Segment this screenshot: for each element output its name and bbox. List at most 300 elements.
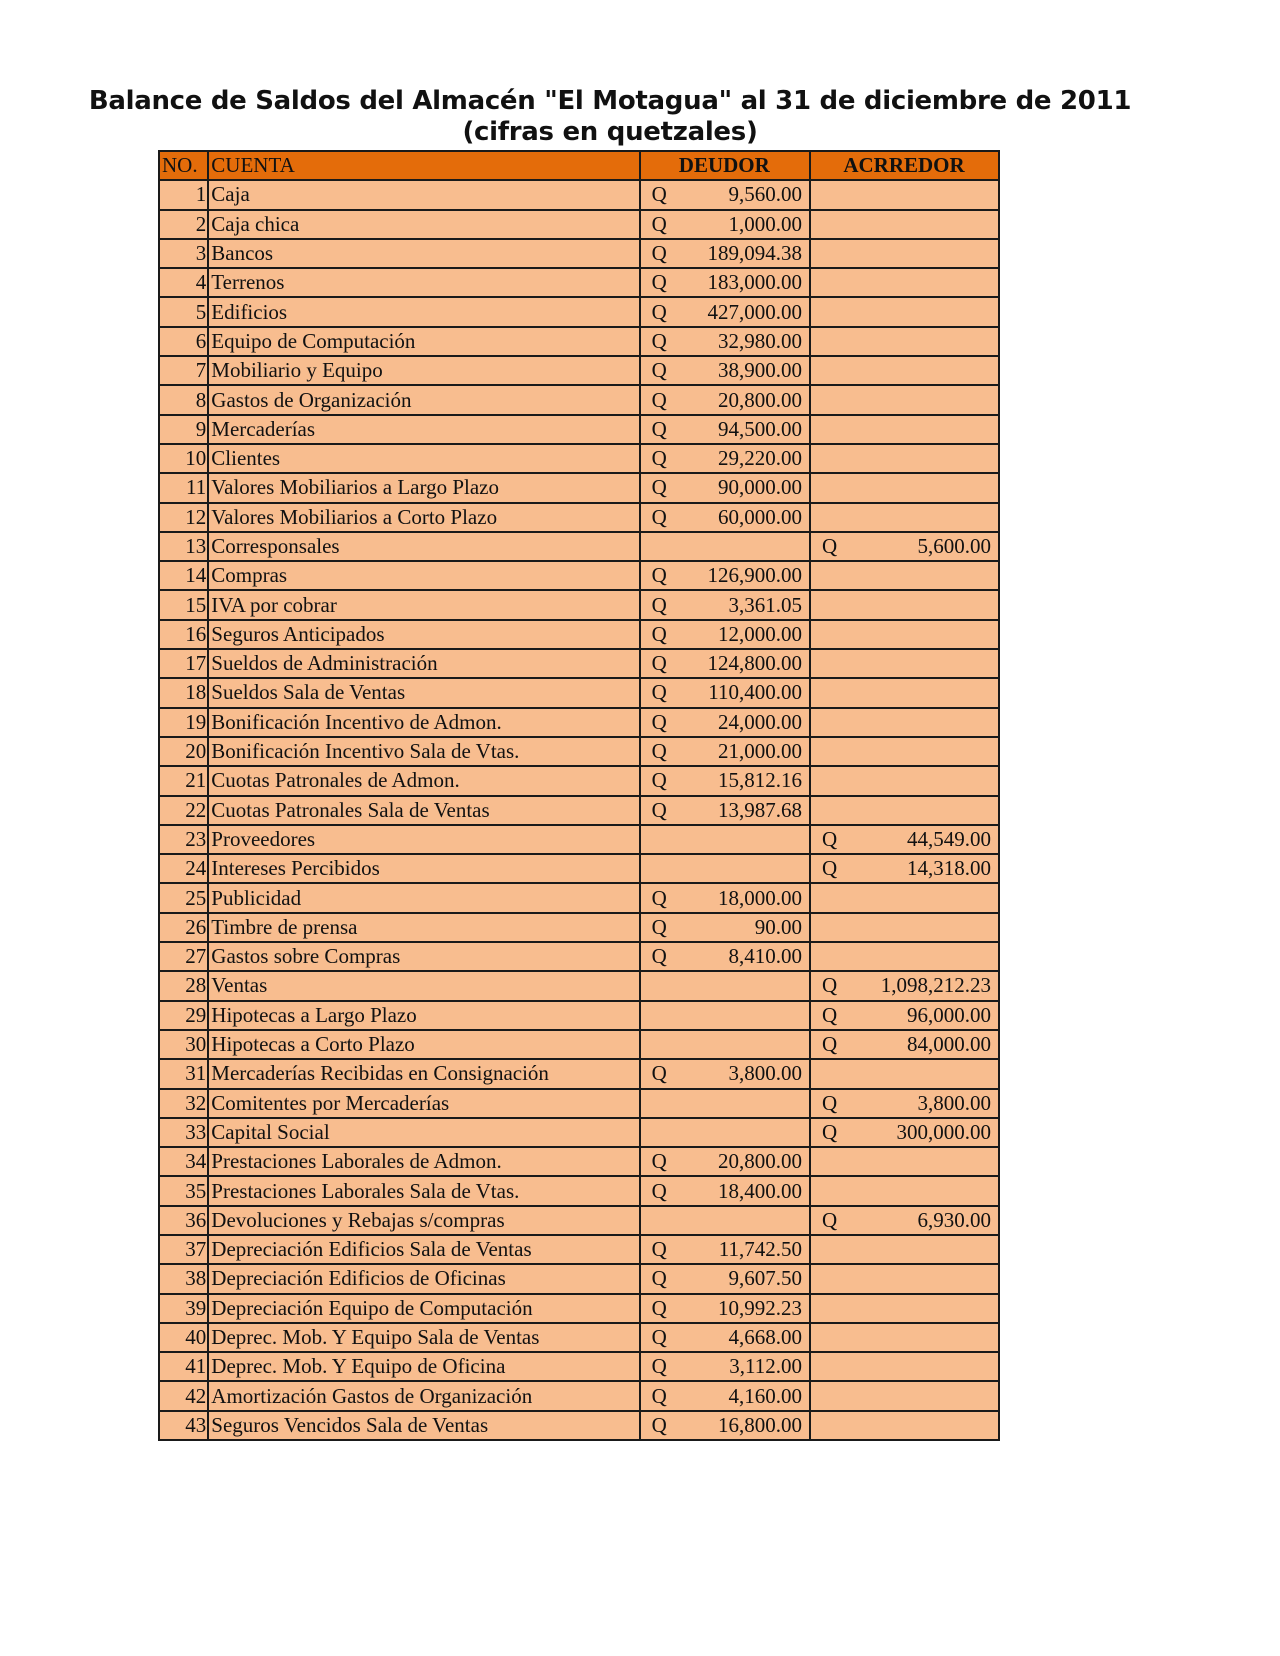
acreedor-amount <box>814 826 995 853</box>
currency-symbol: Q <box>651 299 667 324</box>
currency-symbol: Q <box>651 1149 667 1174</box>
deudor-amount <box>644 650 806 677</box>
deudor-cell <box>640 766 810 795</box>
deudor-cell <box>640 1352 810 1381</box>
currency-symbol: Q <box>822 1090 838 1115</box>
deudor-amount <box>644 679 806 706</box>
row-number: 34 <box>159 1147 208 1176</box>
table-row <box>159 1411 999 1440</box>
deudor-value: 110,400.00 <box>708 680 803 705</box>
acreedor-cell <box>810 356 999 385</box>
row-number: 23 <box>159 825 208 854</box>
currency-symbol: Q <box>822 973 838 998</box>
deudor-amount <box>644 885 806 912</box>
deudor-cell <box>640 180 810 209</box>
row-number: 29 <box>159 1001 208 1030</box>
acreedor-cell <box>810 766 999 795</box>
account-name: Prestaciones Laborales de Admon. <box>208 1147 639 1176</box>
table-row <box>159 1147 999 1176</box>
currency-symbol: Q <box>651 446 667 471</box>
table-row <box>159 385 999 414</box>
deudor-amount <box>644 1295 806 1322</box>
deudor-amount <box>644 914 806 941</box>
acreedor-value: 44,549.00 <box>907 826 991 851</box>
deudor-amount <box>644 1148 806 1175</box>
acreedor-cell <box>810 1411 999 1440</box>
row-number: 13 <box>159 532 208 561</box>
deudor-amount <box>644 357 806 384</box>
row-number: 35 <box>159 1176 208 1205</box>
acreedor-cell <box>810 1089 999 1118</box>
deudor-cell <box>640 854 810 883</box>
currency-symbol: Q <box>651 504 667 529</box>
currency-symbol: Q <box>651 241 667 266</box>
deudor-amount <box>644 1412 806 1439</box>
account-name: Deprec. Mob. Y Equipo Sala de Ventas <box>208 1323 639 1352</box>
acreedor-cell <box>810 180 999 209</box>
acreedor-cell <box>810 1264 999 1293</box>
acreedor-value: 300,000.00 <box>896 1119 991 1144</box>
deudor-cell <box>640 268 810 297</box>
row-number: 39 <box>159 1294 208 1323</box>
deudor-amount <box>644 797 806 824</box>
acreedor-cell <box>810 503 999 532</box>
row-number: 37 <box>159 1235 208 1264</box>
acreedor-cell <box>810 415 999 444</box>
deudor-cell <box>640 561 810 590</box>
deudor-value: 24,000.00 <box>718 709 803 734</box>
deudor-amount <box>644 445 806 472</box>
currency-symbol: Q <box>651 1295 667 1320</box>
deudor-amount <box>644 181 806 208</box>
acreedor-cell <box>810 532 999 561</box>
deudor-value: 10,992.23 <box>718 1295 803 1320</box>
account-name: Sueldos de Administración <box>208 649 639 678</box>
currency-symbol: Q <box>651 592 667 617</box>
deudor-value: 21,000.00 <box>718 739 803 764</box>
currency-symbol: Q <box>651 182 667 207</box>
table-row <box>159 1059 999 1088</box>
acreedor-value: 14,318.00 <box>907 856 991 881</box>
deudor-cell <box>640 444 810 473</box>
acreedor-cell <box>810 649 999 678</box>
acreedor-cell <box>810 854 999 883</box>
acreedor-value: 84,000.00 <box>907 1032 991 1057</box>
account-name: Prestaciones Laborales Sala de Vtas. <box>208 1176 639 1205</box>
column-header-deudor: DEUDOR <box>640 151 810 180</box>
deudor-cell <box>640 1264 810 1293</box>
deudor-amount <box>644 1060 806 1087</box>
table-row <box>159 1001 999 1030</box>
table-row <box>159 210 999 239</box>
deudor-cell <box>640 1381 810 1410</box>
table-row <box>159 1118 999 1147</box>
deudor-cell <box>640 1089 810 1118</box>
row-number: 32 <box>159 1089 208 1118</box>
deudor-amount <box>644 240 806 267</box>
page-subtitle: (cifras en quetzales) <box>462 117 758 147</box>
table-row <box>159 1206 999 1235</box>
row-number: 15 <box>159 590 208 619</box>
account-name: Sueldos Sala de Ventas <box>208 678 639 707</box>
currency-symbol: Q <box>822 1032 838 1057</box>
deudor-cell <box>640 327 810 356</box>
row-number: 21 <box>159 766 208 795</box>
currency-symbol: Q <box>822 826 838 851</box>
account-name: Terrenos <box>208 268 639 297</box>
account-name: Mercaderías Recibidas en Consignación <box>208 1059 639 1088</box>
deudor-amount <box>644 474 806 501</box>
currency-symbol: Q <box>651 1383 667 1408</box>
deudor-amount <box>644 211 806 238</box>
row-number: 33 <box>159 1118 208 1147</box>
acreedor-cell <box>810 561 999 590</box>
acreedor-cell <box>810 1206 999 1235</box>
currency-symbol: Q <box>822 1119 838 1144</box>
table-row <box>159 415 999 444</box>
table-header <box>159 151 999 180</box>
deudor-value: 4,160.00 <box>728 1383 803 1408</box>
currency-symbol: Q <box>822 534 838 558</box>
account-name: Hipotecas a Largo Plazo <box>208 1001 639 1030</box>
row-number: 1 <box>159 180 208 209</box>
deudor-cell <box>640 678 810 707</box>
row-number: 31 <box>159 1059 208 1088</box>
table-row <box>159 532 999 561</box>
deudor-amount <box>644 1324 806 1351</box>
deudor-amount <box>644 562 806 589</box>
acreedor-cell <box>810 1147 999 1176</box>
currency-symbol: Q <box>822 1207 838 1232</box>
table-row <box>159 1381 999 1410</box>
balance-table <box>158 150 1000 1441</box>
table-row <box>159 737 999 766</box>
acreedor-cell <box>810 1001 999 1030</box>
deudor-amount <box>644 1236 806 1263</box>
deudor-value: 16,800.00 <box>718 1412 803 1437</box>
row-number: 14 <box>159 561 208 590</box>
acreedor-cell <box>810 210 999 239</box>
currency-symbol: Q <box>651 797 667 822</box>
row-number: 19 <box>159 708 208 737</box>
account-name: Equipo de Computación <box>208 327 639 356</box>
deudor-value: 90,000.00 <box>718 475 803 500</box>
column-header-no: NO. <box>159 151 208 180</box>
account-name: Intereses Percibidos <box>208 854 639 883</box>
deudor-amount <box>644 767 806 794</box>
currency-symbol: Q <box>651 328 667 353</box>
deudor-amount <box>644 1265 806 1292</box>
deudor-cell <box>640 620 810 649</box>
currency-symbol: Q <box>651 563 667 588</box>
table-body <box>159 180 999 1440</box>
deudor-cell <box>640 1030 810 1059</box>
acreedor-cell <box>810 590 999 619</box>
account-name: Bancos <box>208 239 639 268</box>
account-name: Seguros Anticipados <box>208 620 639 649</box>
table-row <box>159 444 999 473</box>
table-row <box>159 825 999 854</box>
currency-symbol: Q <box>651 1354 667 1379</box>
deudor-amount <box>644 621 806 648</box>
table-row <box>159 561 999 590</box>
acreedor-cell <box>810 327 999 356</box>
row-number: 16 <box>159 620 208 649</box>
table-row <box>159 913 999 942</box>
deudor-value: 94,500.00 <box>718 416 803 441</box>
acreedor-value: 5,600.00 <box>917 534 991 558</box>
account-name: Amortización Gastos de Organización <box>208 1381 639 1410</box>
deudor-cell <box>640 649 810 678</box>
account-name: Valores Mobiliarios a Largo Plazo <box>208 473 639 502</box>
currency-symbol: Q <box>651 416 667 441</box>
table-row <box>159 590 999 619</box>
deudor-cell <box>640 913 810 942</box>
account-name: Depreciación Edificios de Oficinas <box>208 1264 639 1293</box>
deudor-cell <box>640 385 810 414</box>
deudor-amount <box>644 709 806 736</box>
row-number: 22 <box>159 796 208 825</box>
currency-symbol: Q <box>822 1002 838 1027</box>
deudor-value: 12,000.00 <box>718 621 803 646</box>
deudor-value: 20,800.00 <box>718 387 803 412</box>
table-row <box>159 1089 999 1118</box>
table-row <box>159 473 999 502</box>
row-number: 18 <box>159 678 208 707</box>
account-name: Valores Mobiliarios a Corto Plazo <box>208 503 639 532</box>
row-number: 24 <box>159 854 208 883</box>
deudor-cell <box>640 210 810 239</box>
account-name: Depreciación Edificios Sala de Ventas <box>208 1235 639 1264</box>
deudor-cell <box>640 473 810 502</box>
account-name: Seguros Vencidos Sala de Ventas <box>208 1411 639 1440</box>
currency-symbol: Q <box>651 768 667 793</box>
currency-symbol: Q <box>822 856 838 881</box>
deudor-amount <box>644 1353 806 1380</box>
deudor-value: 60,000.00 <box>718 504 803 529</box>
table-row <box>159 327 999 356</box>
row-number: 36 <box>159 1206 208 1235</box>
deudor-amount <box>644 328 806 355</box>
account-name: Hipotecas a Corto Plazo <box>208 1030 639 1059</box>
acreedor-cell <box>810 1352 999 1381</box>
acreedor-cell <box>810 678 999 707</box>
deudor-value: 4,668.00 <box>728 1325 803 1350</box>
deudor-value: 9,560.00 <box>728 182 803 207</box>
deudor-value: 189,094.38 <box>707 241 803 266</box>
row-number: 26 <box>159 913 208 942</box>
deudor-amount <box>644 1383 806 1410</box>
deudor-amount <box>644 592 806 619</box>
deudor-value: 3,361.05 <box>728 592 803 617</box>
deudor-cell <box>640 239 810 268</box>
acreedor-cell <box>810 1235 999 1264</box>
acreedor-amount <box>814 1119 995 1146</box>
table-row <box>159 883 999 912</box>
currency-symbol: Q <box>651 270 667 295</box>
table-row <box>159 1030 999 1059</box>
column-header-acreedor: ACRREDOR <box>810 151 999 180</box>
deudor-cell <box>640 1147 810 1176</box>
currency-symbol: Q <box>651 885 667 910</box>
row-number: 28 <box>159 971 208 1000</box>
currency-symbol: Q <box>651 387 667 412</box>
account-name: Deprec. Mob. Y Equipo de Oficina <box>208 1352 639 1381</box>
table-row <box>159 1176 999 1205</box>
deudor-value: 9,607.50 <box>728 1266 803 1291</box>
deudor-value: 20,800.00 <box>718 1149 803 1174</box>
deudor-cell <box>640 971 810 1000</box>
table-row <box>159 854 999 883</box>
deudor-cell <box>640 297 810 326</box>
row-number: 42 <box>159 1381 208 1410</box>
acreedor-cell <box>810 297 999 326</box>
acreedor-cell <box>810 971 999 1000</box>
table-row <box>159 971 999 1000</box>
deudor-value: 15,812.16 <box>718 768 803 793</box>
row-number: 30 <box>159 1030 208 1059</box>
acreedor-cell <box>810 913 999 942</box>
deudor-amount <box>644 504 806 531</box>
acreedor-cell <box>810 737 999 766</box>
table-row <box>159 268 999 297</box>
account-name: Clientes <box>208 444 639 473</box>
acreedor-cell <box>810 620 999 649</box>
acreedor-value: 3,800.00 <box>917 1090 991 1115</box>
account-name: Cuotas Patronales de Admon. <box>208 766 639 795</box>
currency-symbol: Q <box>651 944 667 969</box>
deudor-cell <box>640 356 810 385</box>
deudor-value: 124,800.00 <box>707 651 803 676</box>
table-row <box>159 503 999 532</box>
account-name: Caja <box>208 180 639 209</box>
deudor-amount <box>644 299 806 326</box>
account-name: Caja chica <box>208 210 639 239</box>
row-number: 17 <box>159 649 208 678</box>
table-row <box>159 1294 999 1323</box>
row-number: 2 <box>159 210 208 239</box>
deudor-cell <box>640 942 810 971</box>
acreedor-cell <box>810 1381 999 1410</box>
account-name: Bonificación Incentivo de Admon. <box>208 708 639 737</box>
currency-symbol: Q <box>651 1237 667 1262</box>
acreedor-amount <box>814 1207 995 1234</box>
deudor-cell <box>640 1118 810 1147</box>
acreedor-cell <box>810 268 999 297</box>
row-number: 10 <box>159 444 208 473</box>
currency-symbol: Q <box>651 1061 667 1086</box>
table-row <box>159 1235 999 1264</box>
deudor-cell <box>640 503 810 532</box>
account-name: Mercaderías <box>208 415 639 444</box>
acreedor-cell <box>810 385 999 414</box>
currency-symbol: Q <box>651 914 667 939</box>
deudor-value: 13,987.68 <box>718 797 803 822</box>
row-number: 12 <box>159 503 208 532</box>
acreedor-cell <box>810 239 999 268</box>
account-name: Capital Social <box>208 1118 639 1147</box>
deudor-cell <box>640 883 810 912</box>
table-row <box>159 942 999 971</box>
account-name: IVA por cobrar <box>208 590 639 619</box>
acreedor-cell <box>810 708 999 737</box>
deudor-cell <box>640 415 810 444</box>
row-number: 20 <box>159 737 208 766</box>
table-row <box>159 356 999 385</box>
deudor-cell <box>640 1323 810 1352</box>
acreedor-cell <box>810 796 999 825</box>
account-name: Gastos de Organización <box>208 385 639 414</box>
account-name: Gastos sobre Compras <box>208 942 639 971</box>
acreedor-cell <box>810 1323 999 1352</box>
deudor-cell <box>640 825 810 854</box>
table-row <box>159 649 999 678</box>
acreedor-value: 1,098,212.23 <box>880 973 991 998</box>
account-name: Cuotas Patronales Sala de Ventas <box>208 796 639 825</box>
currency-symbol: Q <box>651 1325 667 1350</box>
account-name: Compras <box>208 561 639 590</box>
acreedor-cell <box>810 1030 999 1059</box>
acreedor-cell <box>810 1118 999 1147</box>
table-row <box>159 766 999 795</box>
row-number: 40 <box>159 1323 208 1352</box>
currency-symbol: Q <box>651 211 667 236</box>
deudor-cell <box>640 1001 810 1030</box>
acreedor-amount <box>814 533 995 560</box>
account-name: Mobiliario y Equipo <box>208 356 639 385</box>
account-name: Publicidad <box>208 883 639 912</box>
deudor-value: 183,000.00 <box>707 270 803 295</box>
deudor-cell <box>640 1206 810 1235</box>
table-row <box>159 297 999 326</box>
account-name: Edificios <box>208 297 639 326</box>
deudor-value: 3,112.00 <box>729 1354 803 1379</box>
acreedor-cell <box>810 1176 999 1205</box>
table-row <box>159 678 999 707</box>
currency-symbol: Q <box>651 358 667 383</box>
row-number: 8 <box>159 385 208 414</box>
acreedor-cell <box>810 883 999 912</box>
currency-symbol: Q <box>651 621 667 646</box>
column-header-cuenta: CUENTA <box>208 151 639 180</box>
deudor-value: 1,000.00 <box>728 211 803 236</box>
deudor-cell <box>640 532 810 561</box>
row-number: 6 <box>159 327 208 356</box>
row-number: 3 <box>159 239 208 268</box>
deudor-value: 126,900.00 <box>707 563 803 588</box>
acreedor-amount <box>814 1090 995 1117</box>
acreedor-amount <box>814 1031 995 1058</box>
acreedor-cell <box>810 942 999 971</box>
deudor-value: 11,742.50 <box>718 1237 803 1262</box>
table-row <box>159 796 999 825</box>
currency-symbol: Q <box>651 1412 667 1437</box>
deudor-value: 29,220.00 <box>718 446 803 471</box>
acreedor-amount <box>814 855 995 882</box>
row-number: 27 <box>159 942 208 971</box>
acreedor-cell <box>810 473 999 502</box>
account-name: Corresponsales <box>208 532 639 561</box>
acreedor-value: 96,000.00 <box>907 1002 991 1027</box>
row-number: 43 <box>159 1411 208 1440</box>
table-row <box>159 180 999 209</box>
deudor-cell <box>640 1059 810 1088</box>
row-number: 9 <box>159 415 208 444</box>
currency-symbol: Q <box>651 680 667 705</box>
acreedor-value: 6,930.00 <box>917 1207 991 1232</box>
deudor-cell <box>640 1176 810 1205</box>
acreedor-cell <box>810 825 999 854</box>
